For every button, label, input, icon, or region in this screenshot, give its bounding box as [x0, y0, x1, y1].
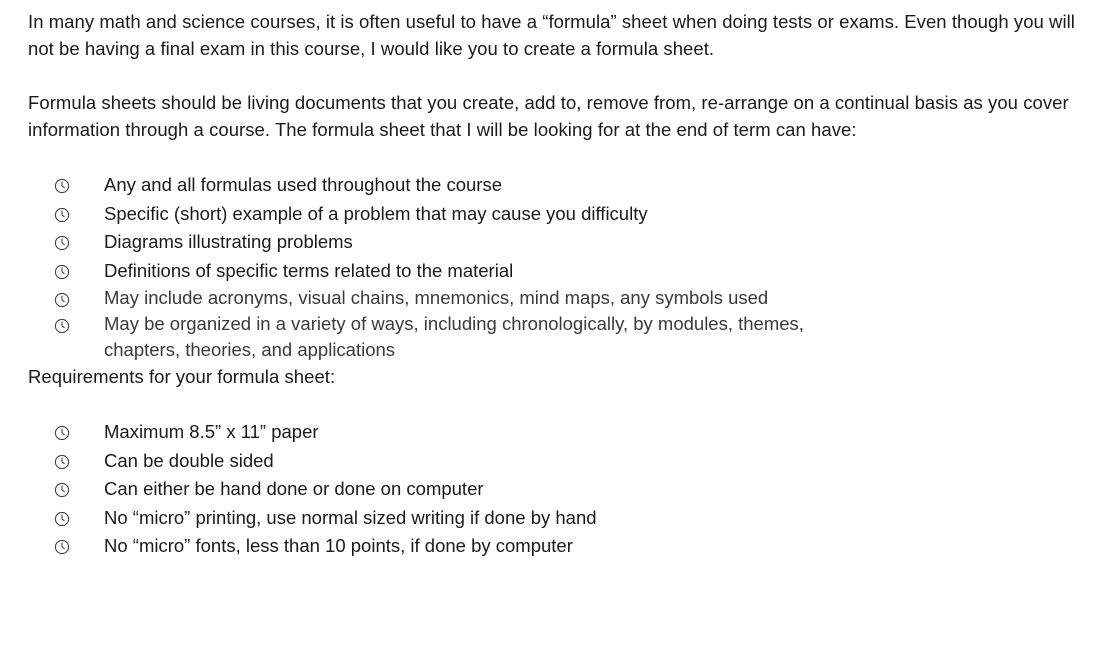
clock-icon: [54, 235, 70, 251]
clock-icon: [54, 425, 70, 441]
requirements-heading: Requirements for your formula sheet:: [28, 366, 336, 387]
list-item-text: May be organized in a variety of ways, including chronologically, by modules, themes, chapters, theories, and applications: [104, 313, 804, 360]
list-item: [54, 447, 1088, 476]
list-item: [54, 475, 1088, 504]
clock-icon: [54, 482, 70, 498]
intro-paragraph: In many math and science courses, it is often useful to have a “formula” sheet when doing tests or exams. Even though you will not be having a final exam in this course, I would like you to create a formula sheet.: [28, 11, 1075, 59]
clock-icon: [54, 539, 70, 555]
clock-icon: [54, 264, 70, 280]
list-item: [54, 257, 1088, 286]
list-item-text: Specific (short) example of a problem that may cause you difficulty: [104, 202, 648, 224]
list-item: [54, 200, 1088, 229]
clock-icon: [54, 511, 70, 527]
document: [28, 8, 1088, 561]
list-item: [54, 171, 1088, 200]
list-item-text: Definitions of specific terms related to the material: [104, 259, 514, 281]
clock-icon: [54, 292, 70, 308]
list-item-text: Maximum 8.5” x 11” paper: [104, 421, 319, 442]
list-item-text: Diagrams illustrating problems: [104, 231, 353, 252]
clock-icon: [54, 454, 70, 470]
requirements-list: [28, 418, 1088, 561]
list-item-text: May include acronyms, visual chains, mnemonics, mind maps, any symbols used: [104, 287, 769, 308]
list-item-text: No “micro” printing, use normal sized writing if done by hand: [104, 506, 597, 528]
list-item-text: Can either be hand done or done on computer: [104, 478, 484, 499]
clock-icon: [54, 207, 70, 223]
living-document-paragraph: Formula sheets should be living documents that you create, add to, remove from, re-arrange on a continual basis as you cover information through a course. The formula sheet that I will be looking for at the end of term can have:: [28, 92, 1069, 140]
list-item: [54, 311, 1088, 363]
list-item: [54, 228, 1088, 257]
clock-icon: [54, 318, 70, 334]
list-item-text: Any and all formulas used throughout the course: [104, 174, 502, 195]
list-item: [54, 532, 1088, 561]
can-have-list: [28, 171, 1088, 363]
list-item-text: Can be double sided: [104, 449, 274, 471]
list-item: [54, 418, 1088, 447]
list-item-text: No “micro” fonts, less than 10 points, if done by computer: [104, 535, 573, 556]
list-item: [54, 285, 1088, 311]
list-item: [54, 504, 1088, 533]
clock-icon: [54, 178, 70, 194]
